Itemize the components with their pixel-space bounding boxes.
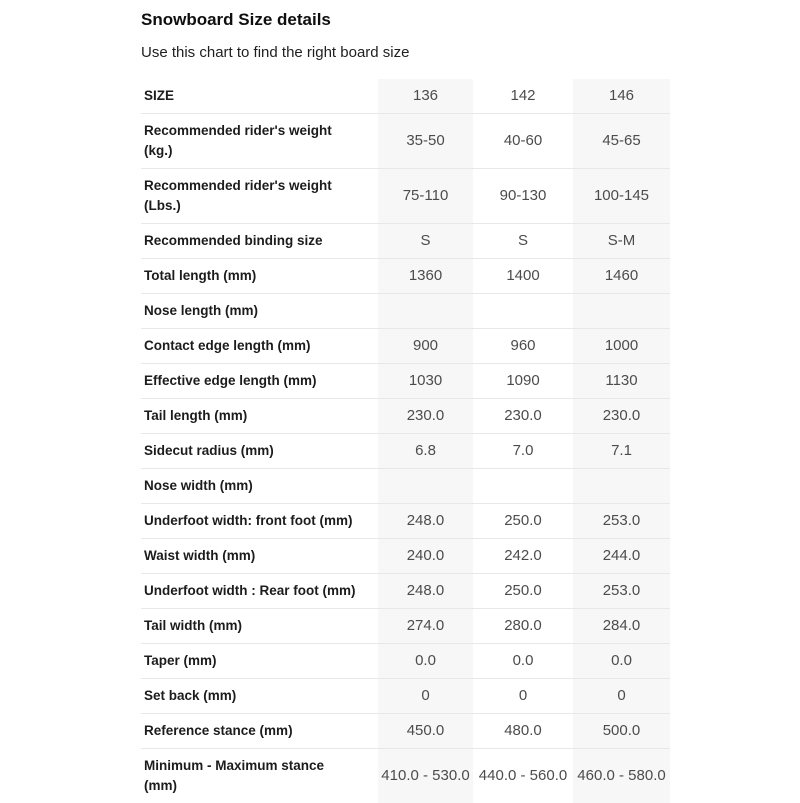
cell-value: 274.0 bbox=[378, 609, 473, 643]
cell-value: 280.0 bbox=[504, 617, 542, 634]
cell-value: S bbox=[517, 232, 528, 249]
table-row bbox=[141, 293, 670, 328]
cell-value: 40-60 bbox=[503, 132, 543, 149]
row-label: Set back (mm) bbox=[144, 688, 237, 703]
table-row bbox=[141, 748, 670, 803]
cell-value bbox=[573, 294, 670, 328]
row-label: Waist width (mm) bbox=[144, 548, 256, 563]
size-table bbox=[141, 79, 670, 803]
cell-value: 75-110 bbox=[378, 169, 473, 223]
column-header-value: 142 bbox=[510, 87, 536, 104]
row-label: Contact edge length (mm) bbox=[144, 338, 311, 353]
row-label: Underfoot width: front foot (mm) bbox=[144, 513, 353, 528]
cell-value: 248.0 bbox=[378, 574, 473, 608]
cell-value: 480.0 bbox=[504, 722, 542, 739]
table-row bbox=[141, 113, 670, 168]
row-label: Effective edge length (mm) bbox=[144, 373, 317, 388]
cell-value: 1460 bbox=[573, 259, 670, 293]
table-row bbox=[141, 608, 670, 643]
cell-value: 1000 bbox=[573, 329, 670, 363]
column-header-value: 146 bbox=[573, 79, 670, 113]
cell-value: 1130 bbox=[573, 364, 670, 398]
cell-value: 284.0 bbox=[573, 609, 670, 643]
cell-value: 1090 bbox=[506, 372, 540, 389]
cell-value: 0.0 bbox=[512, 652, 534, 669]
table-row bbox=[141, 223, 670, 258]
cell-value: 0.0 bbox=[573, 644, 670, 678]
cell-value: 7.1 bbox=[573, 434, 670, 468]
row-label: Nose width (mm) bbox=[144, 478, 253, 493]
cell-value: 90-130 bbox=[499, 187, 547, 204]
cell-value: 248.0 bbox=[378, 504, 473, 538]
cell-value: 960 bbox=[510, 337, 536, 354]
cell-value: 240.0 bbox=[378, 539, 473, 573]
cell-value: 0 bbox=[378, 679, 473, 713]
cell-value: 6.8 bbox=[378, 434, 473, 468]
cell-value: 250.0 bbox=[504, 512, 542, 529]
row-label: Taper (mm) bbox=[144, 653, 217, 668]
row-label: Nose length (mm) bbox=[144, 303, 259, 318]
row-label: Sidecut radius (mm) bbox=[144, 443, 274, 458]
cell-value: 0 bbox=[518, 687, 528, 704]
row-label: Recommended rider's weight (Lbs.) bbox=[144, 178, 332, 213]
table-row bbox=[141, 678, 670, 713]
table-row bbox=[141, 328, 670, 363]
size-chart-section bbox=[141, 9, 670, 803]
column-header-size: SIZE bbox=[144, 88, 175, 103]
table-row bbox=[141, 503, 670, 538]
cell-value: S-M bbox=[573, 224, 670, 258]
cell-value: 45-65 bbox=[573, 114, 670, 168]
row-label: Recommended rider's weight (kg.) bbox=[144, 123, 332, 158]
row-label: Underfoot width : Rear foot (mm) bbox=[144, 583, 356, 598]
table-row bbox=[141, 363, 670, 398]
cell-value: 460.0 - 580.0 bbox=[573, 749, 670, 803]
cell-value: 900 bbox=[378, 329, 473, 363]
cell-value: 253.0 bbox=[573, 574, 670, 608]
table-row bbox=[141, 573, 670, 608]
cell-value: 250.0 bbox=[504, 582, 542, 599]
table-row bbox=[141, 398, 670, 433]
cell-value: 440.0 - 560.0 bbox=[478, 767, 568, 784]
row-label: Minimum - Maximum stance (mm) bbox=[144, 758, 325, 793]
cell-value bbox=[378, 294, 473, 328]
table-row bbox=[141, 538, 670, 573]
cell-value: 0.0 bbox=[378, 644, 473, 678]
cell-value: 253.0 bbox=[573, 504, 670, 538]
row-label: Reference stance (mm) bbox=[144, 723, 293, 738]
cell-value bbox=[473, 469, 573, 503]
page-subtitle: Use this chart to find the right board size bbox=[141, 44, 410, 61]
cell-value: S bbox=[378, 224, 473, 258]
cell-value bbox=[378, 469, 473, 503]
row-label: Recommended binding size bbox=[144, 233, 323, 248]
cell-value: 230.0 bbox=[378, 399, 473, 433]
cell-value bbox=[473, 294, 573, 328]
cell-value: 1400 bbox=[506, 267, 540, 284]
table-header-row bbox=[141, 79, 670, 113]
page-title: Snowboard Size details bbox=[141, 10, 331, 29]
cell-value bbox=[573, 469, 670, 503]
cell-value: 1030 bbox=[378, 364, 473, 398]
cell-value: 1360 bbox=[378, 259, 473, 293]
cell-value: 230.0 bbox=[573, 399, 670, 433]
cell-value: 244.0 bbox=[573, 539, 670, 573]
cell-value: 7.0 bbox=[512, 442, 534, 459]
column-header-value: 136 bbox=[378, 79, 473, 113]
table-row bbox=[141, 168, 670, 223]
cell-value: 0 bbox=[573, 679, 670, 713]
row-label: Total length (mm) bbox=[144, 268, 257, 283]
cell-value: 410.0 - 530.0 bbox=[378, 749, 473, 803]
cell-value: 100-145 bbox=[573, 169, 670, 223]
cell-value: 230.0 bbox=[504, 407, 542, 424]
cell-value: 450.0 bbox=[378, 714, 473, 748]
cell-value: 242.0 bbox=[504, 547, 542, 564]
table-row bbox=[141, 468, 670, 503]
table-row bbox=[141, 258, 670, 293]
table-row bbox=[141, 433, 670, 468]
cell-value: 35-50 bbox=[378, 114, 473, 168]
table-row bbox=[141, 713, 670, 748]
row-label: Tail width (mm) bbox=[144, 618, 242, 633]
cell-value: 500.0 bbox=[573, 714, 670, 748]
row-label: Tail length (mm) bbox=[144, 408, 248, 423]
table-row bbox=[141, 643, 670, 678]
